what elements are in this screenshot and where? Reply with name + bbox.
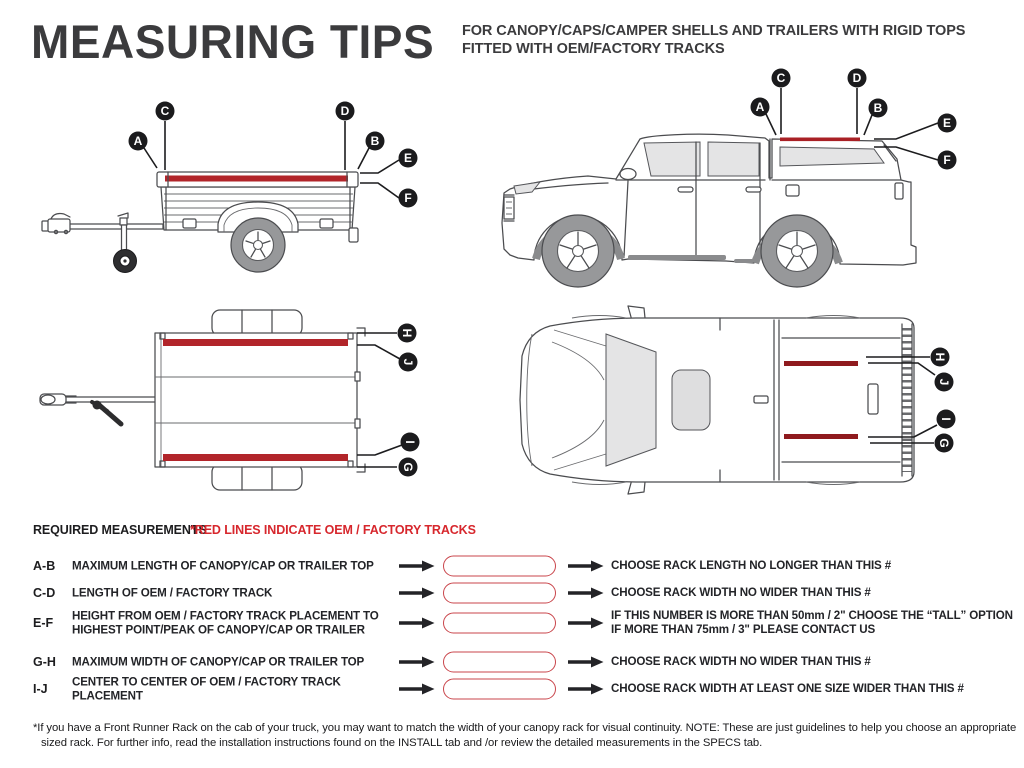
svg-text:A: A [755, 100, 765, 115]
svg-text:I: I [402, 440, 417, 444]
arrow-right-icon [398, 617, 435, 629]
svg-text:F: F [943, 153, 951, 168]
svg-text:I: I [938, 417, 953, 421]
red-lines-note: *RED LINES INDICATE OEM / FACTORY TRACKS [190, 523, 476, 537]
truck-top-view-diagram [488, 298, 1018, 528]
svg-text:G: G [936, 438, 951, 448]
oem-track-line [780, 138, 860, 142]
svg-text:B: B [370, 134, 380, 149]
arrow-right-icon [398, 587, 435, 599]
svg-text:E: E [403, 151, 413, 166]
arrow-right-icon [567, 587, 604, 599]
measurement-code: A-B [33, 559, 56, 573]
trailer-side-drawing [42, 172, 358, 273]
measurement-input-field[interactable] [443, 652, 556, 673]
svg-text:B: B [873, 101, 883, 116]
measurement-row-ab [0, 552, 1024, 580]
arrow-right-icon [567, 683, 604, 695]
measurement-description: LENGTH OF OEM / FACTORY TRACK [72, 586, 273, 600]
measurement-input-field[interactable] [443, 583, 556, 604]
arrow-right-icon [398, 560, 435, 572]
measurement-code: G-H [33, 655, 56, 669]
arrow-right-icon [567, 560, 604, 572]
measurement-row-gh [0, 648, 1024, 676]
footnote-line1: *If you have a Front Runner Rack on the cab of your truck, you may want to match the width of your canopy rack for visual continuity. NOTE: These are just guidelines to help you choose an appropriate [33, 722, 1017, 734]
svg-text:J: J [400, 358, 415, 366]
measurement-input-field[interactable] [443, 679, 556, 700]
arrow-right-icon [567, 617, 604, 629]
measurement-input-field[interactable] [443, 613, 556, 634]
svg-text:F: F [404, 191, 412, 206]
trailer-top-drawing [40, 310, 365, 490]
measurement-guidance: CHOOSE RACK WIDTH AT LEAST ONE SIZE WIDER THAN THIS # [611, 682, 964, 695]
required-measurements-label: REQUIRED MEASUREMENTS [33, 523, 207, 537]
oem-track-line [163, 339, 348, 346]
footnote [33, 721, 1016, 751]
measurement-row-ij [0, 675, 1024, 703]
truck-side-view-diagram [488, 63, 1018, 295]
measurement-guidance: CHOOSE RACK WIDTH NO WIDER THAN THIS # [611, 586, 871, 599]
svg-text:C: C [160, 104, 170, 119]
page-title: MEASURING TIPS [31, 15, 435, 69]
legend-row [33, 523, 476, 537]
footnote-line2: sized rack. For further info, read the installation instructions found on the INSTALL tab and /or review the detailed measurements in the SPECS tab. [41, 737, 763, 749]
measurement-guidance: CHOOSE RACK WIDTH NO WIDER THAN THIS # [611, 655, 871, 668]
arrow-right-icon [567, 656, 604, 668]
svg-text:J: J [936, 378, 951, 386]
svg-text:A: A [133, 134, 143, 149]
oem-track-line [784, 434, 858, 439]
measurement-description: MAXIMUM LENGTH OF CANOPY/CAP OR TRAILER TOP [72, 559, 374, 573]
trailer-side-view-diagram [18, 88, 438, 300]
svg-text:G: G [400, 462, 415, 472]
oem-track-line [784, 361, 858, 366]
svg-text:D: D [340, 104, 350, 119]
svg-text:H: H [932, 352, 947, 362]
measurement-code: I-J [33, 682, 48, 696]
svg-text:H: H [399, 328, 414, 338]
arrow-right-icon [398, 683, 435, 695]
measurement-guidance: IF THIS NUMBER IS MORE THAN 50mm / 2" CHOOSE THE “TALL” OPTION IF MORE THAN 75mm / 3" PLEASE CONTACT US [611, 609, 1013, 636]
measurement-guidance: CHOOSE RACK LENGTH NO LONGER THAN THIS # [611, 559, 891, 572]
measurement-input-field[interactable] [443, 556, 556, 577]
oem-track-line [165, 176, 348, 182]
page-subtitle [462, 23, 965, 58]
measurement-description: HEIGHT FROM OEM / FACTORY TRACK PLACEMENT TO HIGHEST POINT/PEAK OF CANOPY/CAP OR TRAILER [72, 609, 379, 636]
measurement-description: CENTER TO CENTER OF OEM / FACTORY TRACK PLACEMENT [72, 675, 341, 702]
subtitle-line2: FITTED WITH OEM/FACTORY TRACKS [462, 40, 725, 57]
svg-text:E: E [942, 116, 952, 131]
svg-text:D: D [852, 71, 862, 86]
measurement-description: MAXIMUM WIDTH OF CANOPY/CAP OR TRAILER TOP [72, 655, 365, 669]
measurement-code: C-D [33, 586, 56, 600]
oem-track-line [163, 454, 348, 461]
subtitle-line1: FOR CANOPY/CAPS/CAMPER SHELLS AND TRAILERS WITH RIGID TOPS [462, 23, 966, 39]
measurement-code: E-F [33, 616, 54, 630]
arrow-right-icon [398, 656, 435, 668]
trailer-top-callouts [357, 324, 420, 477]
measurement-row-ef [0, 602, 1024, 644]
truck-side-drawing [502, 134, 916, 287]
svg-text:C: C [776, 71, 786, 86]
truck-top-drawing [520, 306, 914, 494]
trailer-top-view-diagram [18, 298, 448, 513]
